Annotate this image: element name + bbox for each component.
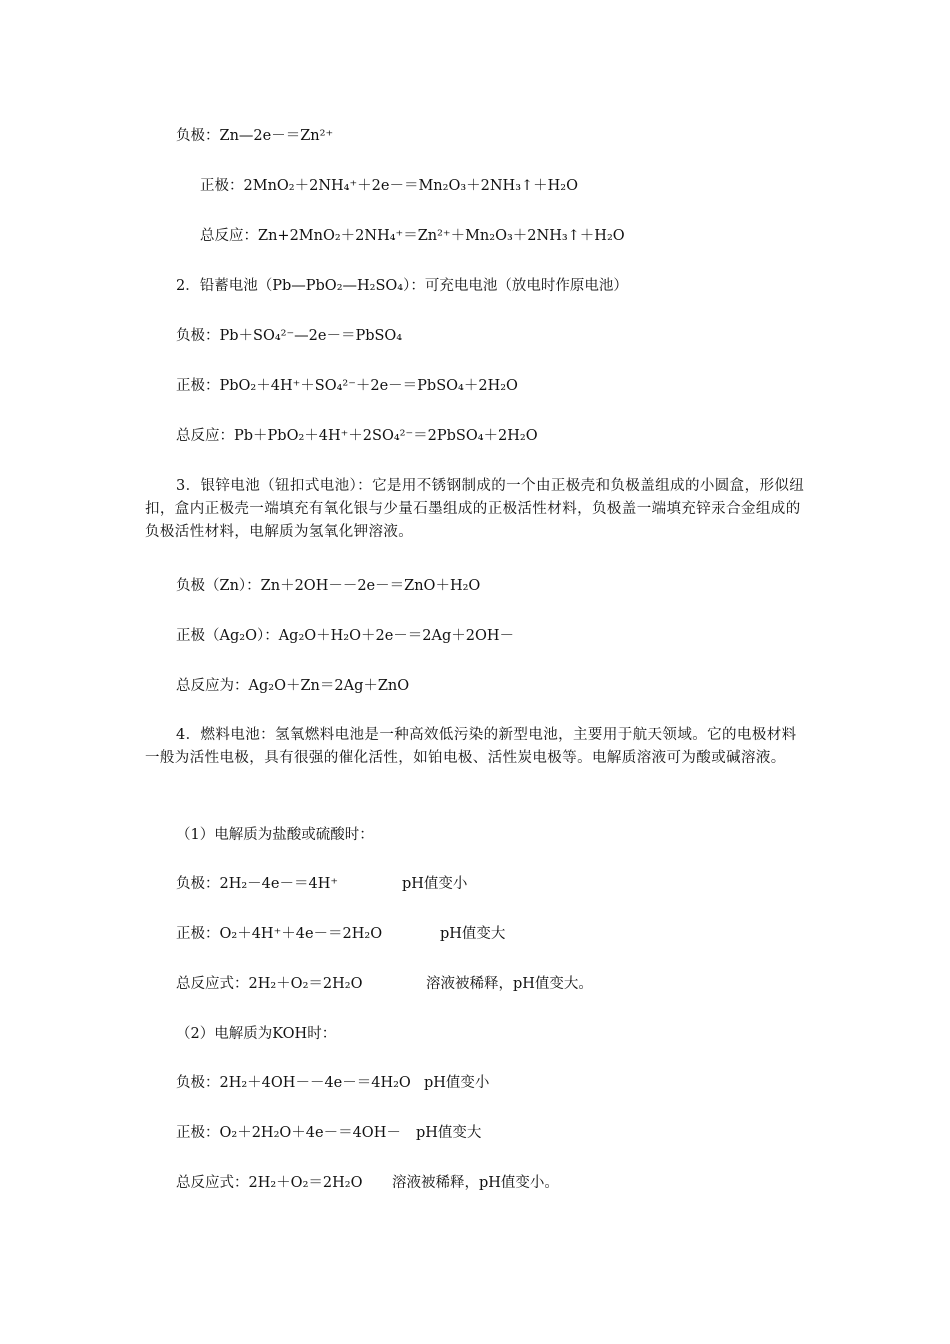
silver-zinc-positive-electrode-equation: 正极（Ag₂O）：Ag₂O＋H₂O＋2e－＝2Ag＋2OH－ <box>176 628 515 644</box>
lead-acid-negative-electrode-equation: 负极：Pb＋SO₄²⁻—2e－＝PbSO₄ <box>176 328 403 344</box>
fuel-cell-paragraph: 4．燃料电池：氢氧燃料电池是一种高效低污染的新型电池，主要用于航天领域。它的电极材料一般为活性电极，具有很强的催化活性，如铂电极、活性炭电极等。电解质溶液可为酸或碱溶液。 <box>145 727 797 766</box>
acid-overall-ph-note: 溶液被稀释，pH值变大。 <box>426 976 593 992</box>
acid-negative-ph-note: pH值变小 <box>402 876 468 892</box>
lead-acid-overall-reaction: 总反应：Pb＋PbO₂＋4H⁺＋2SO₄²⁻＝2PbSO₄＋2H₂O <box>176 428 538 444</box>
koh-positive-ph-note: pH值变大 <box>416 1125 482 1141</box>
koh-positive-electrode-equation: 正极：O₂＋2H₂O＋4e－＝4OH－ <box>176 1125 401 1141</box>
acid-positive-electrode-equation: 正极：O₂＋4H⁺＋4e－＝2H₂O <box>176 926 383 942</box>
silver-zinc-battery-paragraph: 3．银锌电池（钮扣式电池）：它是用不锈钢制成的一个由正极壳和负极盖组成的小圆盒，形似纽扣，盒内正极壳一端填充有氧化银与少量石墨组成的正极活性材料，负极盖一端填充锌汞合金组成的负极活性材料，电解质为氢氧化钾溶液。 <box>145 478 805 540</box>
koh-overall-ph-note: 溶液被稀释，pH值变小。 <box>392 1175 559 1191</box>
koh-overall-reaction: 总反应式：2H₂＋O₂＝2H₂O <box>176 1175 363 1191</box>
koh-electrolyte-heading: （2）电解质为KOH时： <box>176 1026 337 1042</box>
silver-zinc-negative-electrode-equation: 负极（Zn）：Zn＋2OH－－2e－＝ZnO＋H₂O <box>176 578 481 594</box>
acid-electrolyte-heading: （1）电解质为盐酸或硫酸时： <box>176 827 374 843</box>
zinc-manganese-overall-reaction: 总反应：Zn+2MnO₂＋2NH₄⁺＝Zn²⁺＋Mn₂O₃＋2NH₃↑＋H₂O <box>200 228 625 244</box>
lead-acid-positive-electrode-equation: 正极：PbO₂＋4H⁺＋SO₄²⁻＋2e－＝PbSO₄＋2H₂O <box>176 378 518 394</box>
zinc-manganese-positive-electrode-equation: 正极：2MnO₂＋2NH₄⁺＋2e－＝Mn₂O₃＋2NH₃↑＋H₂O <box>200 178 579 194</box>
acid-overall-reaction: 总反应式：2H₂＋O₂＝2H₂O <box>176 976 363 992</box>
lead-acid-battery-heading: 2．铅蓄电池（Pb—PbO₂—H₂SO₄）：可充电电池（放电时作原电池） <box>176 278 628 294</box>
silver-zinc-overall-reaction: 总反应为：Ag₂O＋Zn＝2Ag＋ZnO <box>176 678 410 694</box>
zinc-manganese-negative-electrode-equation: 负极：Zn—2e－＝Zn²⁺ <box>176 128 334 144</box>
koh-negative-electrode-equation: 负极：2H₂＋4OH－－4e－＝4H₂O <box>176 1075 411 1091</box>
acid-positive-ph-note: pH值变大 <box>440 926 506 942</box>
acid-negative-electrode-equation: 负极：2H₂－4e－＝4H⁺ <box>176 876 339 892</box>
koh-negative-ph-note: pH值变小 <box>424 1075 490 1091</box>
